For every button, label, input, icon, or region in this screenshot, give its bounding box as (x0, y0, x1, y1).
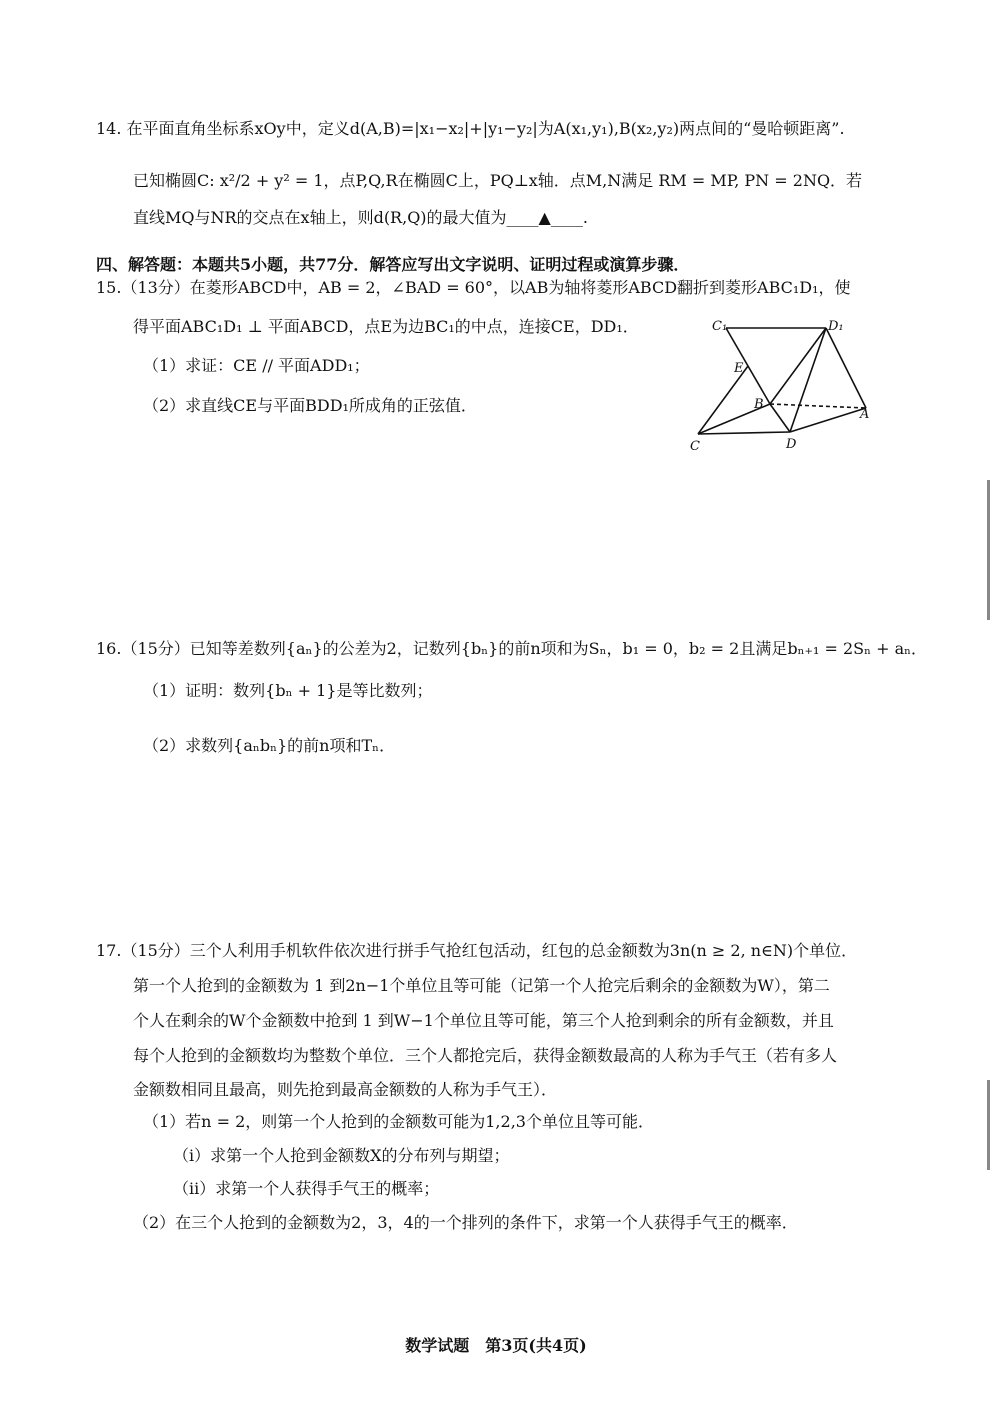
scan-edge-mark (987, 480, 990, 620)
edge-c-d (698, 432, 790, 434)
edge-d1-b (770, 328, 826, 404)
q14-line-1: 14. 在平面直角坐标系xOy中，定义d(A,B)=|x₁−x₂|+|y₁−y₂|为A(x₁,y₁),B(x₂,y₂)两点间的“曼哈顿距离”. (96, 119, 845, 138)
q16-part-2: （2）求数列{aₙbₙ}的前n项和Tₙ． (143, 736, 396, 755)
q14-line-2: 已知椭圆C: x²/2 + y² = 1，点P,Q,R在椭圆C上，PQ⊥x轴．点M,N满足 RM = MP, PN = 2NQ．若 (133, 171, 863, 190)
q16-part-1: （1）证明：数列{bₙ + 1}是等比数列； (143, 681, 433, 700)
q15-line-1: 15.（13分）在菱形ABCD中，AB = 2，∠BAD = 60°，以AB为轴将菱形ABCD翻折到菱形ABC₁D₁，使 (96, 278, 851, 297)
label-d: D (786, 437, 797, 452)
q14-line-3: 直线MQ与NR的交点在x轴上，则d(R,Q)的最大值为____▲____. (133, 208, 588, 227)
label-e: E (734, 361, 744, 376)
q17-part-1-i: （i）求第一个人抢到金额数X的分布列与期望； (173, 1146, 510, 1165)
scan-edge-mark (987, 1080, 990, 1170)
q17-line-5: 金额数相同且最高，则先抢到最高金额数的人称为手气王）． (133, 1080, 558, 1099)
page-footer: 数学试题 第3页(共4页) (405, 1336, 587, 1355)
rhombus-fold-figure (686, 316, 886, 456)
q17-line-1: 17.（15分）三个人利用手机软件依次进行拼手气抢红包活动，红包的总金额数为3n(n ≥ 2, n∈N)个单位． (96, 941, 858, 960)
q15-line-2: 得平面ABC₁D₁ ⊥ 平面ABCD，点E为边BC₁的中点，连接CE，DD₁． (133, 317, 639, 336)
section-4-heading: 四、解答题：本题共5小题，共77分．解答应写出文字说明、证明过程或演算步骤． (96, 255, 690, 274)
edge-d1-a (826, 328, 866, 408)
edge-d-a (790, 408, 866, 432)
q17-line-3: 个人在剩余的W个金额数中抢到 1 到W−1个单位且等可能，第三个人抢到剩余的所有金额数，并且 (133, 1011, 834, 1030)
edge-b-a-hidden (770, 404, 866, 408)
q17-line-4: 每个人抢到的金额数均为整数个单位．三个人都抢完后，获得金额数最高的人称为手气王（若有多人 (133, 1046, 838, 1065)
q17-line-2: 第一个人抢到的金额数为 1 到2n−1个单位且等可能（记第一个人抢完后剩余的金额数为W），第二 (133, 976, 830, 995)
q17-part-1: （1）若n = 2，则第一个人抢到的金额数可能为1,2,3个单位且等可能． (143, 1112, 654, 1131)
edge-b-d (770, 404, 790, 432)
label-b: B (754, 397, 764, 412)
edge-d1-d (790, 328, 826, 432)
q17-part-1-ii: （ii）求第一个人获得手气王的概率； (173, 1179, 440, 1198)
label-c1: C₁ (712, 319, 728, 334)
q15-part-2: （2）求直线CE与平面BDD₁所成角的正弦值． (143, 396, 477, 415)
label-c: C (690, 439, 700, 454)
q17-part-2: （2）在三个人抢到的金额数为2，3，4的一个排列的条件下，求第一个人获得手气王的概率． (133, 1213, 798, 1232)
label-a: A (860, 407, 870, 422)
q15-part-1: （1）求证：CE // 平面ADD₁； (143, 356, 370, 375)
label-d1: D₁ (828, 319, 844, 334)
q16-line-1: 16.（15分）已知等差数列{aₙ}的公差为2，记数列{bₙ}的前n项和为Sₙ，b₁ = 0，b₂ = 2且满足bₙ₊₁ = 2Sₙ + aₙ． (96, 639, 928, 658)
